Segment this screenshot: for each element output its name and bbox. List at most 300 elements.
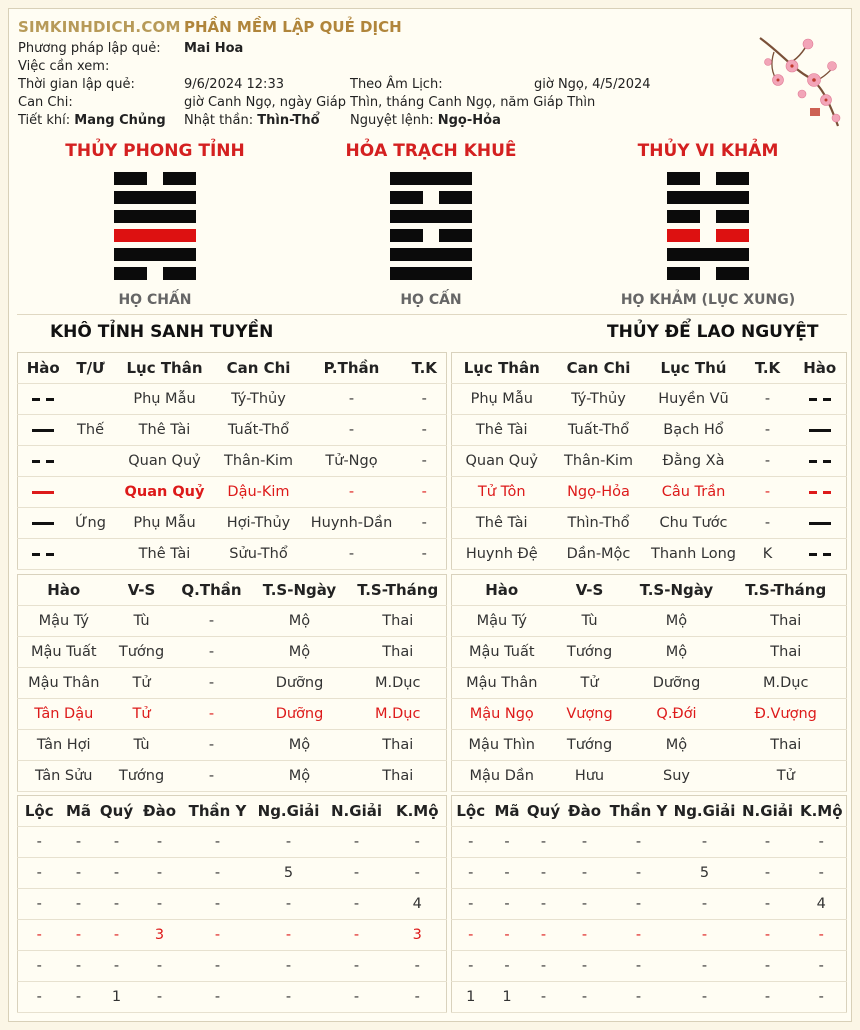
cell: -: [208, 768, 215, 784]
cherry-blossom-icon: [752, 34, 844, 130]
table-hao-left: [17, 352, 447, 570]
header: [10, 10, 770, 130]
cell: -: [818, 958, 824, 974]
hexagram-changed: [578, 140, 838, 308]
col-header: T.K: [754, 359, 781, 377]
cell: -: [818, 865, 824, 881]
col-header: Đào: [568, 802, 601, 820]
cell: -: [504, 958, 510, 974]
cell: -: [414, 989, 420, 1005]
col-header: T.S-Ngày: [639, 581, 714, 599]
cell: Tù: [581, 613, 598, 629]
cell: Vượng: [566, 706, 613, 722]
cell: Phụ Mẫu: [133, 515, 196, 531]
cell: Tù: [133, 613, 150, 629]
cell: Huynh-Dần: [310, 515, 393, 531]
cell: Tướng: [118, 644, 165, 660]
cell: Tân Sửu: [35, 768, 93, 784]
cell: -: [285, 896, 292, 912]
cell: Thê Tài: [138, 546, 191, 562]
nhatthan-label: Nhật thần:: [184, 113, 254, 128]
table-row-moving: [452, 477, 847, 508]
col-header: Đào: [143, 802, 176, 820]
cell: Thai: [382, 644, 414, 660]
cell: -: [581, 896, 588, 912]
cell: Thìn-Thổ: [567, 515, 630, 531]
table-vuong-suy-left: [17, 574, 447, 792]
cell: -: [581, 989, 588, 1005]
cell: [69, 477, 113, 508]
cell: Mậu Tuất: [30, 644, 97, 660]
cell: Câu Trần: [661, 484, 726, 500]
nguyetlenh-value: Ngọ-Hỏa: [437, 113, 501, 128]
cell: Thê Tài: [475, 422, 528, 438]
cell: -: [285, 834, 292, 850]
cell: -: [764, 453, 771, 469]
col-header: T/Ư: [76, 359, 105, 377]
site-logo[interactable]: [18, 18, 181, 36]
cell: Hưu: [574, 768, 605, 784]
cell: -: [348, 546, 355, 562]
col-header: Hào: [26, 359, 60, 377]
cell: -: [285, 927, 292, 943]
cell: -: [156, 958, 163, 974]
table-row: [18, 761, 447, 792]
cell: Bạch Hổ: [663, 422, 724, 438]
cell: -: [635, 896, 642, 912]
cell: -: [421, 391, 427, 407]
yin-line-icon: [18, 446, 69, 477]
table-row: [452, 730, 847, 761]
cell: 1: [502, 989, 512, 1005]
cell: Hợi-Thủy: [226, 515, 291, 531]
cell: Mộ: [665, 737, 688, 753]
cell: -: [581, 927, 588, 943]
cell: -: [75, 896, 82, 912]
cell: Tử Tôn: [477, 484, 526, 500]
cell: -: [504, 896, 510, 912]
cell: -: [764, 927, 771, 943]
cell: -: [208, 613, 215, 629]
cell: -: [818, 834, 824, 850]
cell: -: [764, 422, 771, 438]
cell: Tù: [133, 737, 150, 753]
cell: Mậu Ngọ: [469, 706, 534, 722]
cell: M.Dục: [375, 706, 421, 722]
cell: -: [75, 865, 82, 881]
hexagram-changed-house: HỌ KHẢM (LỤC XUNG): [620, 292, 796, 308]
cell: -: [214, 834, 221, 850]
cell: -: [468, 958, 474, 974]
cell: -: [285, 989, 292, 1005]
cell: -: [113, 958, 120, 974]
cell: M.Dục: [763, 675, 809, 691]
cell: Tý-Thủy: [231, 391, 286, 407]
col-header: Quý: [99, 802, 134, 820]
cell: -: [635, 989, 642, 1005]
table-row: [18, 668, 447, 699]
cell: Mộ: [665, 613, 688, 629]
cell: [69, 446, 113, 477]
cell: Mậu Tuất: [468, 644, 535, 660]
cell: -: [214, 989, 221, 1005]
cell: -: [353, 989, 360, 1005]
cell: Mậu Thân: [466, 675, 538, 691]
cell: 3: [154, 927, 165, 943]
cell: -: [353, 958, 360, 974]
table-vuong-suy-right: [451, 574, 847, 792]
cell: -: [75, 834, 82, 850]
yang-line-icon: [18, 477, 69, 508]
cell: Tân Hợi: [36, 737, 91, 753]
yang-line-icon: [794, 508, 847, 539]
cell: Tuất-Thổ: [227, 422, 290, 438]
cell: -: [156, 834, 163, 850]
col-header: Ng.Giải: [673, 802, 736, 820]
tietkhi-value: Mang Chủng: [74, 113, 166, 128]
cell: Tử: [580, 675, 599, 691]
cell: [69, 384, 113, 415]
cell: Mộ: [288, 768, 311, 784]
cell: -: [468, 834, 474, 850]
yang-line-icon: [794, 415, 847, 446]
cell: Dần-Mộc: [566, 546, 631, 562]
cell: [69, 539, 113, 570]
app-title: PHẦN MỀM LẬP QUẺ DỊCH: [184, 18, 402, 36]
cell: Thân-Kim: [563, 453, 634, 469]
cell: -: [113, 834, 120, 850]
table-row: [18, 415, 447, 446]
cell: Quan Quỷ: [124, 484, 205, 500]
cell: -: [208, 644, 215, 660]
table-row: [18, 508, 447, 539]
cell: -: [635, 834, 642, 850]
table-row: [452, 384, 847, 415]
cell: -: [764, 958, 771, 974]
cell: -: [468, 865, 474, 881]
cell: 5: [699, 865, 710, 881]
table-row: [452, 858, 847, 889]
cell: -: [701, 989, 708, 1005]
col-header: Thần Y: [188, 802, 247, 820]
table-row: [18, 827, 447, 858]
cell: -: [156, 865, 163, 881]
yang-line-icon: [18, 415, 69, 446]
table-row: [452, 668, 847, 699]
cell: -: [581, 834, 588, 850]
cell: Tử: [132, 675, 151, 691]
col-header: K.Mộ: [395, 802, 439, 820]
hexagram-main-house: HỌ CHẤN: [118, 292, 192, 308]
col-header: P.Thần: [323, 359, 380, 377]
col-header: Q.Thần: [181, 581, 242, 599]
cell: -: [36, 865, 42, 881]
cell: Tuất-Thổ: [567, 422, 630, 438]
cell: Ngọ-Hỏa: [567, 484, 630, 500]
cell: Dậu-Kim: [227, 484, 290, 500]
col-header: Lục Thú: [660, 359, 727, 377]
cell: Mậu Thân: [28, 675, 100, 691]
yin-line-icon: [794, 539, 847, 570]
table-row: [452, 446, 847, 477]
cell: Dưỡng: [275, 706, 324, 722]
col-header: Quý: [526, 802, 561, 820]
cell: Mậu Thìn: [468, 737, 535, 753]
cell: -: [468, 927, 474, 943]
table-row-moving: [18, 699, 447, 730]
cell: Thai: [382, 768, 414, 784]
table-than-sat-left: [17, 795, 447, 1013]
cell: -: [504, 834, 510, 850]
method-label: Phương pháp lập quẻ:: [18, 41, 161, 56]
cell: -: [635, 927, 642, 943]
cell: Tướng: [566, 644, 613, 660]
table-row: [452, 415, 847, 446]
cell: -: [36, 958, 42, 974]
cell: -: [113, 927, 120, 943]
col-header: Mã: [494, 802, 520, 820]
cell: -: [353, 865, 360, 881]
table-row: [18, 951, 447, 982]
table-row: [452, 508, 847, 539]
cell: -: [208, 737, 215, 753]
cell: -: [701, 927, 708, 943]
cell: -: [214, 865, 221, 881]
table-row: [452, 539, 847, 570]
tietkhi-label: Tiết khí:: [18, 113, 71, 128]
cell: -: [36, 927, 42, 943]
col-header: Lục Thân: [126, 359, 203, 377]
table-row: [18, 858, 447, 889]
col-header: Thần Y: [609, 802, 668, 820]
table-row-moving: [452, 699, 847, 730]
yin-line-icon: [794, 477, 847, 508]
cell: -: [701, 834, 708, 850]
cell: 1: [111, 989, 122, 1005]
cell: -: [540, 958, 547, 974]
cell: -: [701, 896, 708, 912]
cell: Phụ Mẫu: [470, 391, 533, 407]
subtitle-right: THỦY ĐỂ LAO NGUYỆT: [607, 322, 819, 342]
table-than-sat-right: [451, 795, 847, 1013]
table-row: [18, 539, 447, 570]
cell: Tử: [776, 768, 795, 784]
cell: Tướng: [566, 737, 613, 753]
cell: Mộ: [288, 737, 311, 753]
cell: Tử: [132, 706, 151, 722]
col-header: Ng.Giải: [257, 802, 320, 820]
cell: Thai: [770, 613, 802, 629]
cell: -: [156, 989, 163, 1005]
cell: Dưỡng: [652, 675, 701, 691]
time-label: Thời gian lập quẻ:: [18, 77, 135, 92]
cell: -: [36, 896, 42, 912]
cell: Thai: [770, 737, 802, 753]
col-header: T.S-Tháng: [357, 581, 439, 599]
cell: 3: [412, 927, 422, 943]
lunar-value: giờ Ngọ, 4/5/2024: [534, 77, 651, 92]
cell: Mộ: [665, 644, 688, 660]
cell: -: [75, 927, 82, 943]
cell: -: [764, 391, 771, 407]
cell: -: [214, 958, 221, 974]
col-header: Mã: [65, 802, 92, 820]
cell: Q.Đới: [656, 706, 697, 722]
cell: -: [581, 865, 588, 881]
col-header: V-S: [127, 581, 156, 599]
cell: -: [348, 391, 355, 407]
cell: Thanh Long: [650, 546, 736, 562]
col-header: N.Giải: [331, 802, 382, 820]
cell: Mậu Tý: [38, 613, 89, 629]
col-header: Hào: [485, 581, 519, 599]
cell: -: [214, 896, 221, 912]
cell: -: [113, 896, 120, 912]
cell: Mộ: [288, 613, 311, 629]
cell: Thê Tài: [138, 422, 191, 438]
table-row: [452, 761, 847, 792]
col-header: Hào: [47, 581, 81, 599]
yin-line-icon: [18, 384, 69, 415]
table-row: [452, 637, 847, 668]
col-header: Lộc: [24, 802, 54, 820]
cell: Huynh Đệ: [465, 546, 538, 562]
cell: -: [421, 515, 427, 531]
cell: -: [421, 453, 427, 469]
col-header: Can Chi: [226, 359, 291, 377]
cell: Quan Quỷ: [465, 453, 538, 469]
col-header: T.S-Tháng: [745, 581, 827, 599]
cell: -: [348, 484, 355, 500]
cell: Tân Dậu: [34, 706, 94, 722]
table-row-moving: [18, 477, 447, 508]
cell: -: [75, 958, 82, 974]
cell: Ứng: [75, 515, 106, 531]
table-row: [18, 384, 447, 415]
cell: -: [353, 927, 360, 943]
cell: -: [540, 989, 547, 1005]
cell: Đằng Xà: [662, 453, 725, 469]
hexagram-changed-lines: [667, 172, 749, 284]
cell: 1: [466, 989, 476, 1005]
cell: -: [214, 927, 221, 943]
cell: -: [701, 958, 708, 974]
cell: Mộ: [288, 644, 311, 660]
lunar-label: Theo Âm Lịch:: [350, 77, 443, 92]
cell: 4: [412, 896, 422, 912]
col-header: T.S-Ngày: [262, 581, 337, 599]
cell: -: [414, 834, 420, 850]
col-header: T.K: [411, 359, 437, 377]
hexagram-main-lines: [114, 172, 196, 284]
cell: -: [504, 927, 510, 943]
hexagram-main-name: THỦY PHONG TỈNH: [65, 141, 245, 161]
cell: -: [764, 484, 771, 500]
cell: -: [36, 834, 42, 850]
cell: -: [540, 896, 547, 912]
canchi-label: Can Chi:: [18, 95, 73, 110]
table-row: [18, 446, 447, 477]
cell: Thai: [382, 613, 414, 629]
hexagram-mutual-lines: [390, 172, 472, 284]
cell: Sửu-Thổ: [229, 546, 288, 562]
table-row: [452, 889, 847, 920]
cell: -: [208, 706, 215, 722]
cell: Thai: [770, 644, 802, 660]
table-row: [452, 982, 847, 1013]
cell: M.Dục: [375, 675, 421, 691]
cell: -: [421, 546, 427, 562]
cell: K: [762, 546, 773, 562]
cell: -: [764, 834, 771, 850]
cell: -: [468, 896, 474, 912]
cell: Thê Tài: [475, 515, 528, 531]
cell: Quan Quỷ: [128, 453, 201, 469]
cell: Phụ Mẫu: [133, 391, 196, 407]
cell: -: [581, 958, 588, 974]
cell: -: [540, 865, 547, 881]
table-row: [18, 730, 447, 761]
hexagram-mutual-name: HỎA TRẠCH KHUÊ: [345, 141, 517, 161]
cell: Chu Tước: [659, 515, 728, 531]
cell: -: [113, 865, 120, 881]
cell: -: [635, 865, 642, 881]
cell: -: [635, 958, 642, 974]
nguyetlenh-label: Nguyệt lệnh:: [350, 113, 434, 128]
table-row: [18, 889, 447, 920]
hexagram-mutual: [301, 140, 561, 308]
table-row-moving: [452, 920, 847, 951]
col-header: Hào: [803, 359, 837, 377]
table-row: [18, 637, 447, 668]
cell: -: [36, 989, 42, 1005]
canchi-value: giờ Canh Ngọ, ngày Giáp Thìn, tháng Canh Ngọ, năm Giáp Thìn: [184, 95, 596, 110]
table-row-moving: [18, 920, 447, 951]
table-hao-right: [451, 352, 847, 570]
yin-line-icon: [794, 446, 847, 477]
cell: Mậu Tý: [476, 613, 527, 629]
yang-line-icon: [18, 508, 69, 539]
col-header: Lộc: [456, 802, 486, 820]
cell: -: [414, 958, 420, 974]
cell: Dưỡng: [275, 675, 324, 691]
cell: -: [421, 422, 427, 438]
cell: Suy: [663, 768, 690, 784]
subtitle-left: KHÔ TỈNH SANH TUYỀN: [50, 322, 274, 342]
col-header: V-S: [575, 581, 604, 599]
cell: -: [818, 989, 824, 1005]
table-row: [18, 606, 447, 637]
cell: -: [414, 865, 420, 881]
time-value: 9/6/2024 12:33: [184, 77, 284, 92]
cell: -: [764, 989, 771, 1005]
cell: Mậu Dần: [469, 768, 534, 784]
table-row: [18, 982, 447, 1013]
cell: 5: [283, 865, 294, 881]
method-value: Mai Hoa: [184, 41, 244, 56]
cell: -: [208, 675, 215, 691]
hexagram-changed-name: THỦY VI KHẢM: [637, 141, 779, 161]
cell: -: [764, 515, 771, 531]
yin-line-icon: [18, 539, 69, 570]
cell: -: [353, 834, 360, 850]
col-header: Lục Thân: [463, 359, 540, 377]
site-name[interactable]: SIMKINHDICH.COM: [18, 18, 181, 36]
cell: -: [285, 958, 292, 974]
cell: Thân-Kim: [223, 453, 294, 469]
matter-label: Việc cần xem:: [18, 59, 110, 74]
cell: -: [764, 865, 771, 881]
